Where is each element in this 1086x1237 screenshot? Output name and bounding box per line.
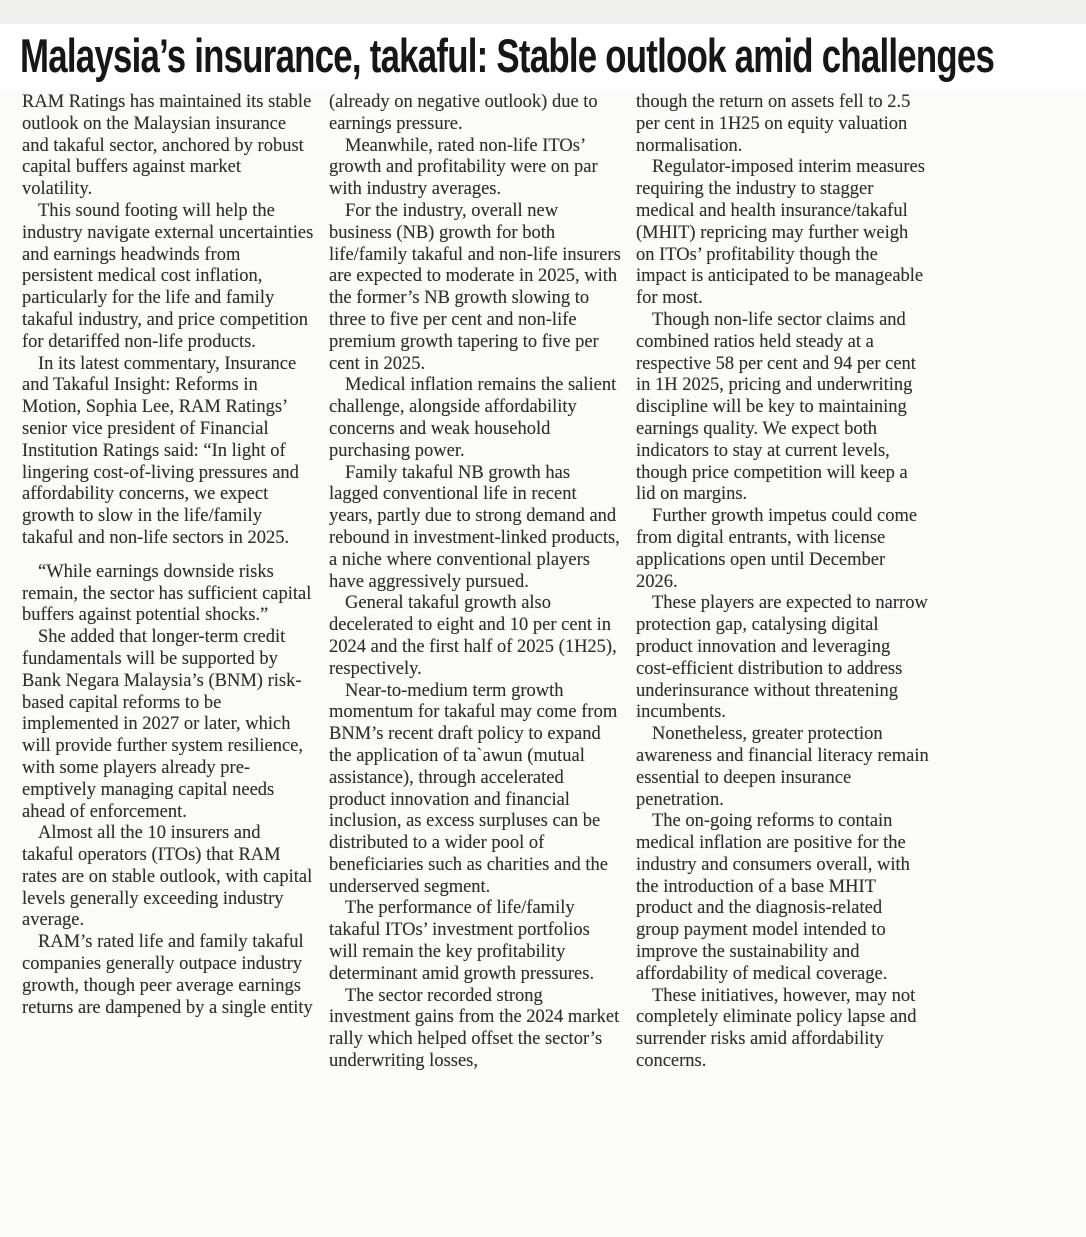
paragraph: The performance of life/family takaful ITOs’ investment portfolios will remain the key profitability determinant amid growth pressures. xyxy=(329,898,595,984)
paragraph: though the return on assets fell to 2.5 per cent in 1H25 on equity valuation normalisation. xyxy=(636,92,911,156)
paragraph: RAM Ratings has maintained its stable outlook on the Malaysian insurance and takaful sector, anchored by robust capital buffers against market volatility. xyxy=(22,92,312,200)
article-headline-text: Malaysia’s insurance, takaful: Stable outlook amid challenges xyxy=(20,29,995,82)
paragraph: This sound footing will help the industry navigate external uncertainties and earnings headwinds from persistent medical cost inflation, particularly for the life and family takaful industry, and price competition for detariffed non-life products. xyxy=(22,200,314,352)
article-body xyxy=(22,92,929,1073)
headline-band xyxy=(0,24,1086,90)
paragraph: Almost all the 10 insurers and takaful operators (ITOs) that RAM rates are on stable outlook, with capital levels generally exceeding industry average. xyxy=(22,823,313,931)
article-column-2 xyxy=(329,92,622,1073)
paragraph: RAM’s rated life and family takaful companies generally outpace industry growth, though peer average earnings returns are dampened by a single entity xyxy=(22,932,313,1018)
paragraph: Meanwhile, rated non-life ITOs’ growth and profitability were on par with industry averages. xyxy=(329,135,598,200)
quote-paragraph: “While earnings downside risks remain, the sector has sufficient capital buffers against potential shocks.” xyxy=(22,561,312,626)
paragraph: General takaful growth also decelerated to eight and 10 per cent in 2024 and the first half of 2025 (1H25), respectively. xyxy=(329,593,617,679)
paragraph: Medical inflation remains the salient challenge, alongside affordability concerns and weak household purchasing power. xyxy=(329,375,617,461)
paragraph: Family takaful NB growth has lagged conventional life in recent years, partly due to strong demand and rebound in investment-linked products, a niche where conventional players have aggressively pursued. xyxy=(329,462,620,592)
paragraph: Further growth impetus could come from digital entrants, with license applications open until December 2026. xyxy=(636,506,918,592)
paragraph: These initiatives, however, may not completely eliminate policy lapse and surrender risks amid affordability concerns. xyxy=(636,985,917,1072)
paragraph: The sector recorded strong investment gains from the 2024 market rally which helped offset the sector’s underwriting losses, xyxy=(329,985,620,1072)
paragraph: The on-going reforms to contain medical inflation are positive for the industry and consumers overall, with the introduction of a base MHIT product and the diagnosis-related group payment model intended to improve the sustainability and affordability of medical coverage. xyxy=(636,811,910,984)
article-column-3 xyxy=(636,92,929,1073)
paragraph: In its latest commentary, Insurance and Takaful Insight: Reforms in Motion, Sophia Lee, RAM Ratings’ senior vice president of Financial Institution Ratings said: “In light of lingering cost-of-living pressures and affordability concerns, we expect growth to slow in the life/family takaful and non-life sectors in 2025. xyxy=(22,353,299,548)
paragraph: Near-to-medium term growth momentum for takaful may come from BNM’s recent draft policy to expand the application of ta`awun (mutual assistance), through accelerated product innovation and financial inclusion, as excess surpluses can be distributed to a wider pool of beneficiaries such as charities and the underserved segment. xyxy=(329,680,618,897)
paragraph: For the industry, overall new business (NB) growth for both life/family takaful and non-life insurers are expected to moderate in 2025, with the former’s NB growth slowing to three to five per cent and non-life premium growth tapering to five per cent in 2025. xyxy=(329,200,621,374)
article-headline xyxy=(20,30,1086,82)
paragraph: These players are expected to narrow protection gap, catalysing digital product innovation and leveraging cost-efficient distribution to address underinsurance without threatening incumbents. xyxy=(636,593,928,723)
paragraph: (already on negative outlook) due to earnings pressure. xyxy=(329,92,598,134)
paragraph: Regulator-imposed interim measures requiring the industry to stagger medical and health insurance/takaful (MHIT) repricing may further weigh on ITOs’ profitability though the impact is anticipated to be manageable for most. xyxy=(636,157,925,309)
article-column-1 xyxy=(22,92,315,1073)
paragraph: Nonetheless, greater protection awareness and financial literacy remain essential to deepen insurance penetration. xyxy=(636,724,929,810)
paragraph: Though non-life sector claims and combined ratios held steady at a respective 58 per cent and 94 per cent in 1H 2025, pricing and underwriting discipline will be key to maintaining earnings quality. We expect both indicators to stay at current levels, though price competition will keep a lid on margins. xyxy=(636,309,916,505)
page-top-margin xyxy=(0,0,1086,24)
paragraph: She added that longer-term credit fundamentals will be supported by Bank Negara Malaysia’s (BNM) risk-based capital reforms to be implemented in 2027 or later, which will provide further system resilience, with some players already pre-emptively managing capital needs ahead of enforcement. xyxy=(22,627,304,822)
